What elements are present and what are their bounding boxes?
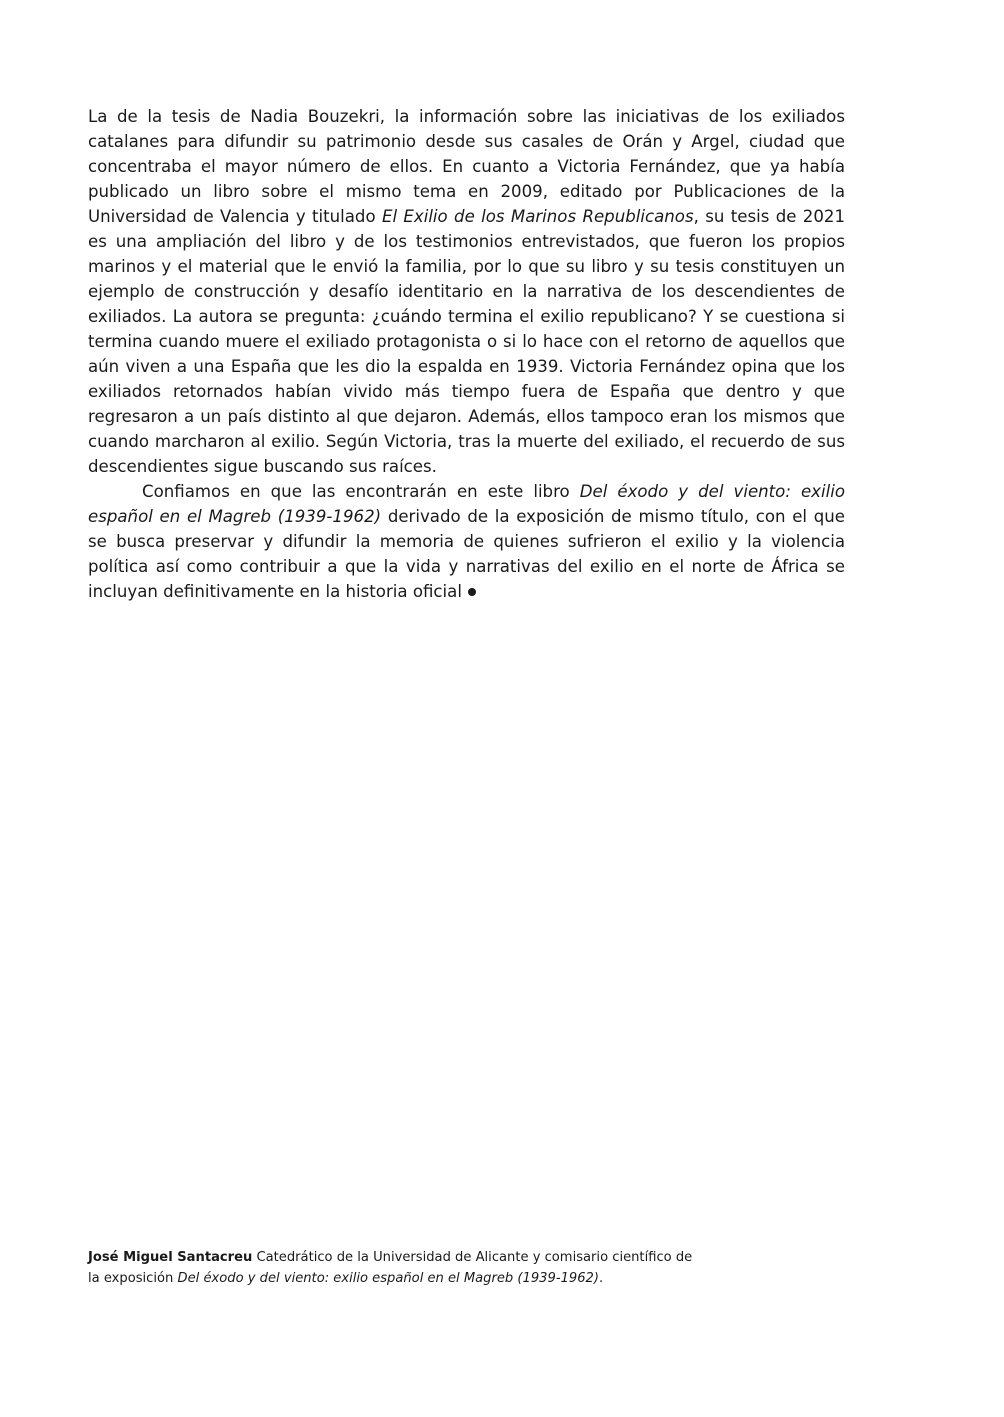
paragraph-1-text-a: La de la tesis de Nadia Bouzekri, la información sobre las iniciativas de los exiliados catalanes para difundir su patrimonio desde sus casales de Orán y Argel, ciudad que concentraba el mayor número de ellos. En cuanto a Victoria Fernández, que ya había publicado un libro sobre el mismo tema en 2009, editado por Publicaciones de la Universidad de Valencia y titulado bbox=[88, 107, 845, 226]
paragraph-2-text-a: Confiamos en que las encontrarán en este libro bbox=[142, 482, 580, 501]
footnote-author: José Miguel Santacreu bbox=[88, 1250, 253, 1265]
paragraph-2 bbox=[88, 479, 845, 604]
end-bullet-icon bbox=[468, 588, 476, 596]
book-title-marinos: El Exilio de los Marinos Republicanos bbox=[381, 207, 694, 226]
author-footnote bbox=[88, 1248, 708, 1289]
paragraph-1-text-b: , su tesis de 2021 es una ampliación del libro y de los testimonios entrevistados, que fueron los propios marinos y el material que le envió la familia, por lo que su libro y su tesis constituyen un ejemplo de construcción y desafío identitario en la narrativa de los descendientes de exiliados. La autora se pregunta: ¿cuándo termina el exilio republicano? Y se cuestiona si termina cuando muere el exiliado protagonista o si lo hace con el retorno de aquellos que aún viven a una España que les dio la espalda en 1939. Victoria Fernández opina que los exiliados retornados habían vivido más tiempo fuera de España que dentro y que regresaron a un país distinto al que dejaron. Además, ellos tampoco eran los mismos que cuando marcharon al exilio. Según Victoria, tras la muerte del exiliado, el recuerdo de sus descendientes sigue buscando sus raíces. bbox=[88, 207, 846, 476]
footnote-end: . bbox=[599, 1270, 604, 1286]
footnote-exhibition-title: Del éxodo y del viento: exilio español en el Magreb (1939-1962) bbox=[177, 1270, 599, 1286]
book-title-exodo: Del éxodo y del viento: exilio español en el Magreb (1939-1962) bbox=[88, 482, 845, 526]
paragraph-1 bbox=[88, 104, 845, 479]
footnote-role: Catedrático de la Universidad de Alicante y comisario científico de la exposición bbox=[88, 1250, 693, 1286]
article-body bbox=[88, 104, 845, 604]
paragraph-2-text-b: derivado de la exposición de mismo título, con el que se busca preservar y difundir la memoria de quienes sufrieron el exilio y la violencia política así como contribuir a que la vida y narrativas del exilio en el norte de África se incluyan definitivamente en la historia oficial bbox=[88, 507, 845, 601]
